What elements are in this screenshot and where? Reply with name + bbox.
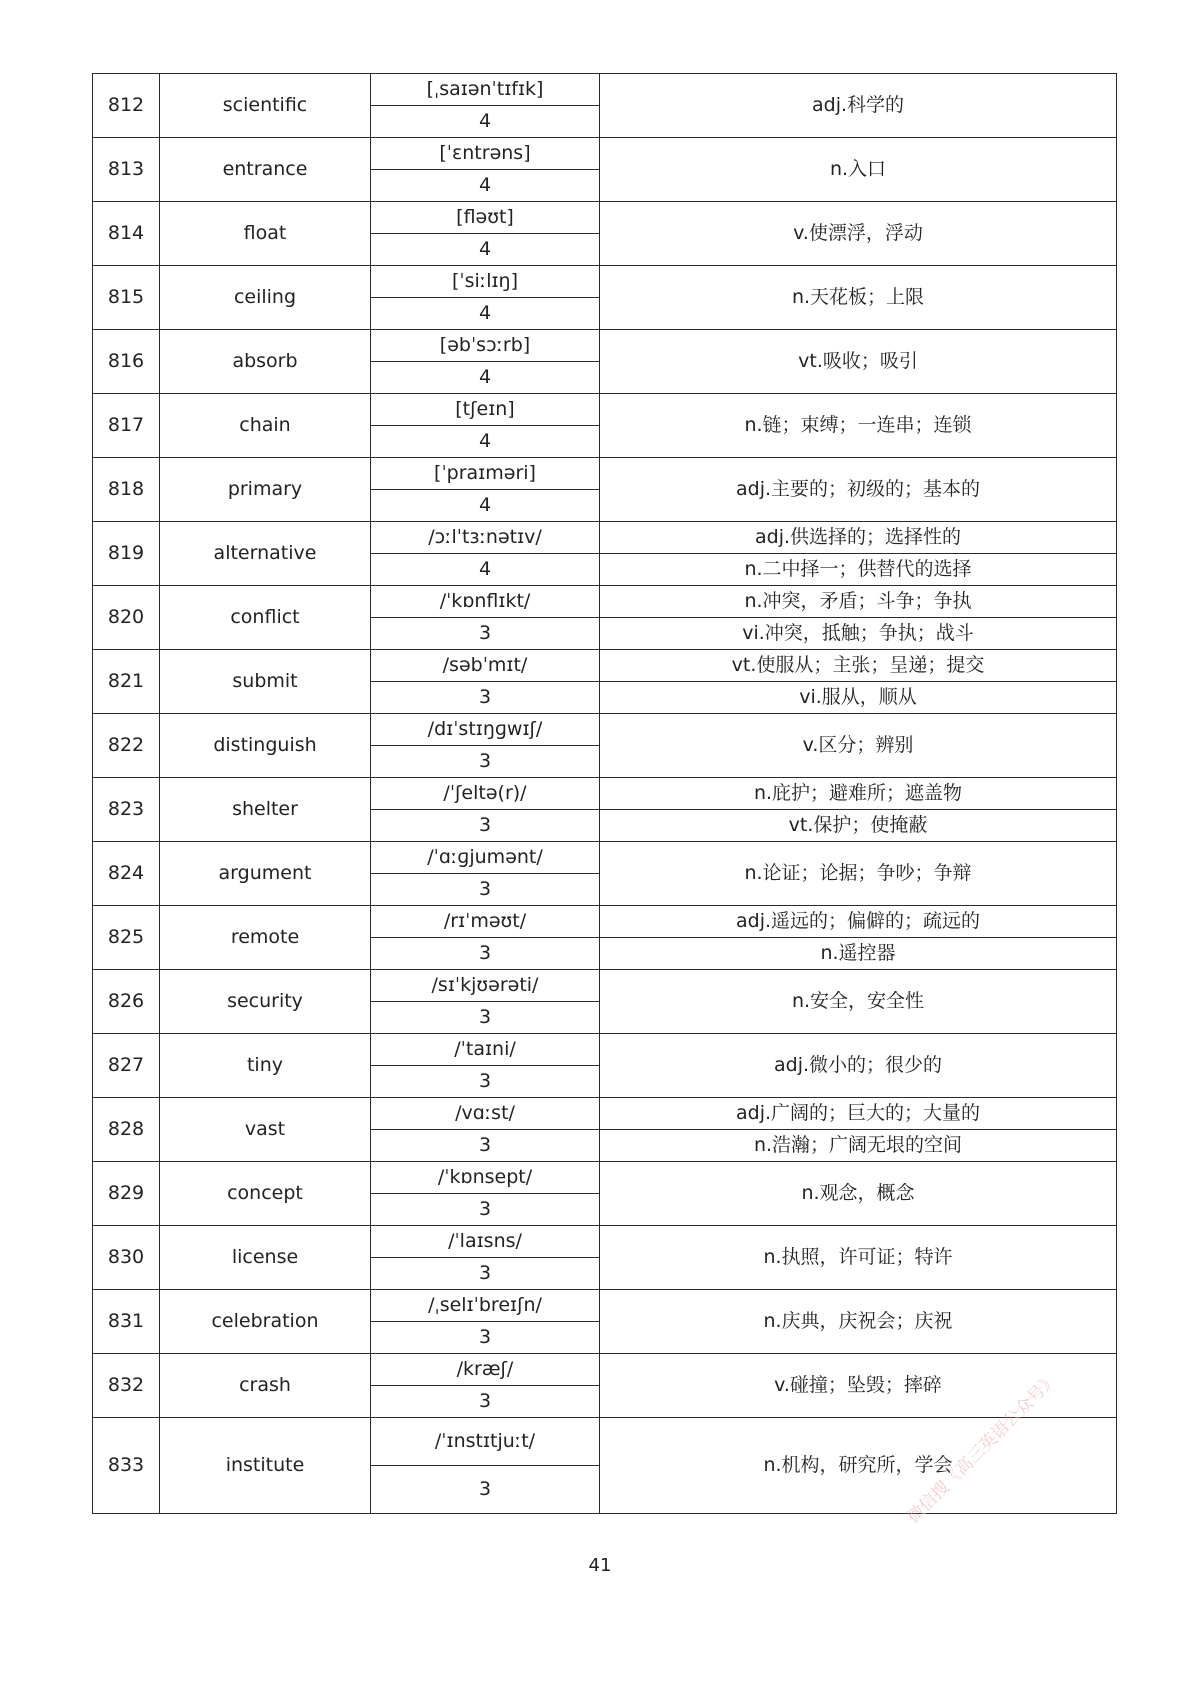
entry-word: license — [160, 1226, 371, 1290]
entry-definition: vi.冲突，抵触；争执；战斗 — [600, 618, 1117, 650]
entry-definition: adj.广阔的；巨大的；大量的 — [600, 1098, 1117, 1130]
entry-number: 817 — [93, 394, 160, 458]
entry-number: 818 — [93, 458, 160, 522]
table-row — [93, 1162, 1117, 1194]
entry-definition: vt.使服从；主张；呈递；提交 — [600, 650, 1117, 682]
entry-number: 828 — [93, 1098, 160, 1162]
entry-definition: n.天花板；上限 — [600, 266, 1117, 330]
entry-number: 815 — [93, 266, 160, 330]
entry-number: 829 — [93, 1162, 160, 1226]
entry-level: 3 — [371, 618, 600, 650]
table-row — [93, 970, 1117, 1002]
table-row — [93, 458, 1117, 490]
entry-definition: n.机构，研究所，学会 — [600, 1418, 1117, 1514]
vocabulary-table — [92, 73, 1117, 1514]
page-number: 41 — [588, 1555, 612, 1576]
entry-definition: v.区分；辨别 — [600, 714, 1117, 778]
table-row — [93, 650, 1117, 682]
entry-level: 3 — [371, 682, 600, 714]
entry-number: 812 — [93, 74, 160, 138]
table-row — [93, 522, 1117, 554]
entry-word: conflict — [160, 586, 371, 650]
entry-level: 3 — [371, 1002, 600, 1034]
table-row — [93, 714, 1117, 746]
entry-word: vast — [160, 1098, 371, 1162]
entry-number: 814 — [93, 202, 160, 266]
entry-level: 4 — [371, 362, 600, 394]
table-row — [93, 1034, 1117, 1066]
entry-definition: n.入口 — [600, 138, 1117, 202]
table-row — [93, 1290, 1117, 1322]
entry-number: 832 — [93, 1354, 160, 1418]
entry-number: 816 — [93, 330, 160, 394]
table-row — [93, 1354, 1117, 1386]
entry-level: 4 — [371, 170, 600, 202]
table-row — [93, 778, 1117, 810]
entry-word: alternative — [160, 522, 371, 586]
entry-definition: n.浩瀚；广阔无垠的空间 — [600, 1130, 1117, 1162]
entry-level: 3 — [371, 1130, 600, 1162]
entry-definition: n.安全，安全性 — [600, 970, 1117, 1034]
table-row — [93, 202, 1117, 234]
table-row — [93, 74, 1117, 106]
vocabulary-table-body — [93, 74, 1117, 1514]
entry-word: remote — [160, 906, 371, 970]
entry-level: 4 — [371, 234, 600, 266]
entry-phonetic: /rɪˈməʊt/ — [371, 906, 600, 938]
entry-word: institute — [160, 1418, 371, 1514]
entry-level: 3 — [371, 746, 600, 778]
entry-word: celebration — [160, 1290, 371, 1354]
entry-definition: adj.科学的 — [600, 74, 1117, 138]
entry-definition: n.链；束缚；一连串；连锁 — [600, 394, 1117, 458]
entry-word: scientific — [160, 74, 371, 138]
entry-word: argument — [160, 842, 371, 906]
entry-phonetic: /ˈlaɪsns/ — [371, 1226, 600, 1258]
entry-definition: n.遥控器 — [600, 938, 1117, 970]
entry-word: submit — [160, 650, 371, 714]
entry-word: security — [160, 970, 371, 1034]
entry-level: 3 — [371, 1066, 600, 1098]
entry-definition: n.执照，许可证；特许 — [600, 1226, 1117, 1290]
entry-phonetic: [ˈsiːlɪŋ] — [371, 266, 600, 298]
entry-phonetic: [ˈɛntrəns] — [371, 138, 600, 170]
entry-definition: n.观念，概念 — [600, 1162, 1117, 1226]
entry-definition: adj.遥远的；偏僻的；疏远的 — [600, 906, 1117, 938]
entry-level: 3 — [371, 1258, 600, 1290]
entry-number: 819 — [93, 522, 160, 586]
entry-phonetic: [ˌsaɪənˈtɪfɪk] — [371, 74, 600, 106]
entry-phonetic: /ˈɑːɡjumənt/ — [371, 842, 600, 874]
entry-level: 3 — [371, 810, 600, 842]
entry-number: 823 — [93, 778, 160, 842]
entry-number: 827 — [93, 1034, 160, 1098]
entry-phonetic: [fləʊt] — [371, 202, 600, 234]
entry-word: float — [160, 202, 371, 266]
entry-phonetic: /kræʃ/ — [371, 1354, 600, 1386]
entry-level: 3 — [371, 874, 600, 906]
entry-word: ceiling — [160, 266, 371, 330]
entry-number: 821 — [93, 650, 160, 714]
entry-phonetic: /vɑːst/ — [371, 1098, 600, 1130]
entry-word: primary — [160, 458, 371, 522]
entry-word: distinguish — [160, 714, 371, 778]
entry-phonetic: [əbˈsɔːrb] — [371, 330, 600, 362]
entry-definition: n.冲突，矛盾；斗争；争执 — [600, 586, 1117, 618]
entry-number: 831 — [93, 1290, 160, 1354]
entry-number: 830 — [93, 1226, 160, 1290]
entry-definition: n.二中择一；供替代的选择 — [600, 554, 1117, 586]
entry-number: 826 — [93, 970, 160, 1034]
entry-phonetic: /ˈɪnstɪtjuːt/ — [371, 1418, 600, 1466]
entry-number: 824 — [93, 842, 160, 906]
entry-level: 3 — [371, 1194, 600, 1226]
entry-definition: n.庇护；避难所；遮盖物 — [600, 778, 1117, 810]
entry-phonetic: /ˌselɪˈbreɪʃn/ — [371, 1290, 600, 1322]
table-row — [93, 1226, 1117, 1258]
entry-phonetic: [ˈpraɪməri] — [371, 458, 600, 490]
table-row — [93, 842, 1117, 874]
table-row — [93, 138, 1117, 170]
table-row — [93, 586, 1117, 618]
entry-word: entrance — [160, 138, 371, 202]
entry-phonetic: /ˈtaɪni/ — [371, 1034, 600, 1066]
watermark: 微信搜《高三英语公众号》 — [903, 1369, 1062, 1528]
table-row — [93, 1098, 1117, 1130]
entry-phonetic: /dɪˈstɪŋɡwɪʃ/ — [371, 714, 600, 746]
entry-definition: v.碰撞；坠毁；摔碎 — [600, 1354, 1117, 1418]
entry-word: crash — [160, 1354, 371, 1418]
entry-definition: adj.微小的；很少的 — [600, 1034, 1117, 1098]
entry-level: 4 — [371, 106, 600, 138]
entry-level: 4 — [371, 554, 600, 586]
entry-word: absorb — [160, 330, 371, 394]
entry-phonetic: /ɔːlˈtɜːnətɪv/ — [371, 522, 600, 554]
entry-number: 820 — [93, 586, 160, 650]
entry-definition: v.使漂浮，浮动 — [600, 202, 1117, 266]
entry-definition: adj.主要的；初级的；基本的 — [600, 458, 1117, 522]
entry-definition: vi.服从，顺从 — [600, 682, 1117, 714]
entry-level: 4 — [371, 490, 600, 522]
entry-level: 4 — [371, 426, 600, 458]
entry-phonetic: /ˈkɒnsept/ — [371, 1162, 600, 1194]
entry-phonetic: [tʃeɪn] — [371, 394, 600, 426]
table-row — [93, 330, 1117, 362]
entry-word: chain — [160, 394, 371, 458]
entry-phonetic: /ˈʃeltə(r)/ — [371, 778, 600, 810]
entry-word: shelter — [160, 778, 371, 842]
entry-level: 3 — [371, 1466, 600, 1514]
entry-number: 813 — [93, 138, 160, 202]
entry-number: 822 — [93, 714, 160, 778]
table-row — [93, 266, 1117, 298]
entry-word: concept — [160, 1162, 371, 1226]
table-row — [93, 906, 1117, 938]
entry-definition: n.论证；论据；争吵；争辩 — [600, 842, 1117, 906]
entry-phonetic: /ˈkɒnflɪkt/ — [371, 586, 600, 618]
entry-level: 4 — [371, 298, 600, 330]
entry-word: tiny — [160, 1034, 371, 1098]
entry-definition: adj.供选择的；选择性的 — [600, 522, 1117, 554]
entry-definition: vt.保护；使掩蔽 — [600, 810, 1117, 842]
entry-definition: n.庆典，庆祝会；庆祝 — [600, 1290, 1117, 1354]
entry-level: 3 — [371, 1386, 600, 1418]
table-row — [93, 394, 1117, 426]
entry-number: 825 — [93, 906, 160, 970]
entry-level: 3 — [371, 1322, 600, 1354]
entry-phonetic: /səbˈmɪt/ — [371, 650, 600, 682]
entry-number: 833 — [93, 1418, 160, 1514]
entry-phonetic: /sɪˈkjʊərəti/ — [371, 970, 600, 1002]
entry-level: 3 — [371, 938, 600, 970]
entry-definition: vt.吸收；吸引 — [600, 330, 1117, 394]
